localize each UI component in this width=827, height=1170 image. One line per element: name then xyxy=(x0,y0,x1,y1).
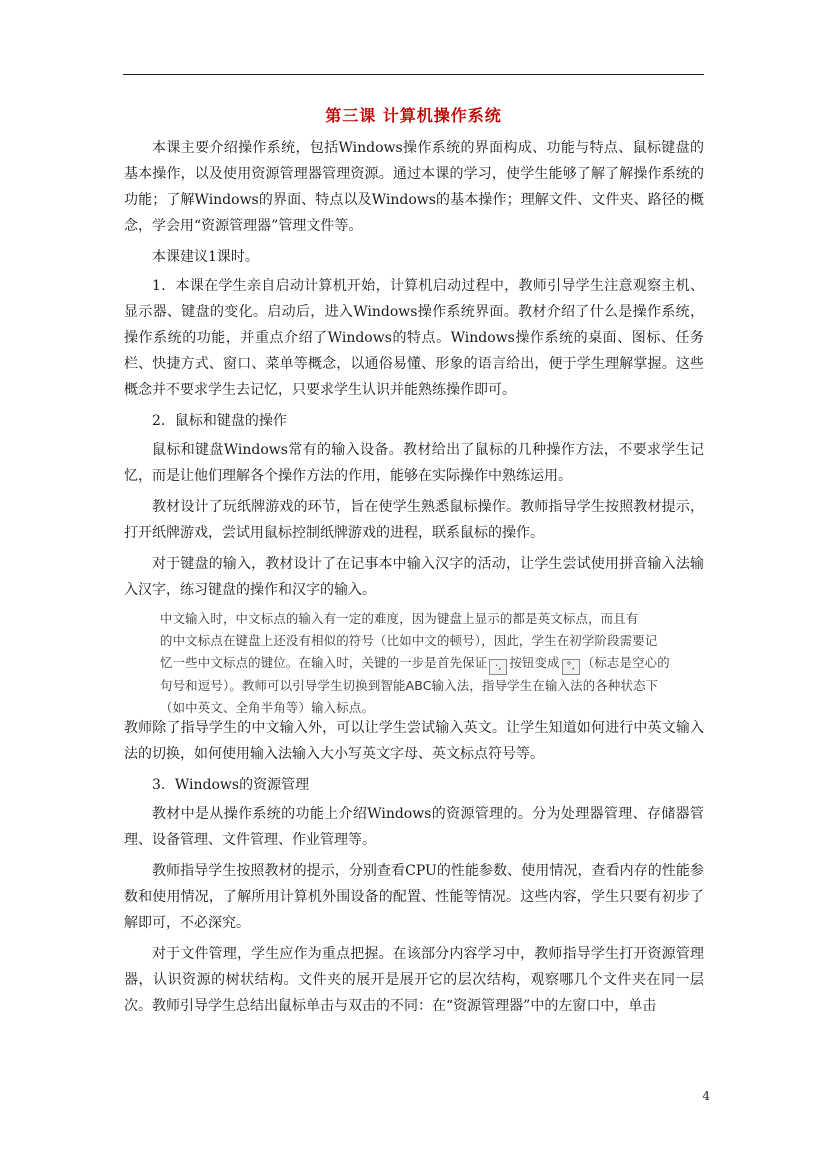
english-punctuation-icon: ·, xyxy=(489,659,507,675)
section3-paragraph-3: 对于文件管理，学生应作为重点把握。在该部分内容学习中，教师指导学生打开资源管理器，认识资源的树状结构。文件夹的展开是展开它的层次结构，观察哪几个文件夹在同一层次。教师引导学生总结出鼠标单击与双击的不同：在“资源管理器”中的左窗口中，单击 xyxy=(124,946,704,1014)
document-body xyxy=(124,135,704,1024)
intro-paragraph: 本课主要介绍操作系统，包括Windows操作系统的界面构成、功能与特点、鼠标键盘的基本操作，以及使用资源管理器管理资源。通过本课的学习，使学生能够了解了解操作系统的功能；了解Windows的界面、特点以及Windows的基本操作；理解文件、文件夹、路径的概念，学会用“资源管理器”管理文件等。 xyxy=(124,140,704,234)
section3-paragraph-1: 教材中是从操作系统的功能上介绍Windows的资源管理的。分为处理器管理、存储器管理、设备管理、文件管理、作业管理等。 xyxy=(124,806,704,848)
lesson-title: 第三课 计算机操作系统 xyxy=(325,106,502,125)
section2-heading: 2．鼠标和键盘的操作 xyxy=(152,413,287,429)
excerpt-text: （标志是空心的 xyxy=(581,655,670,670)
chinese-punctuation-icon: °, xyxy=(562,659,580,675)
section2-paragraph-3: 对于键盘的输入，教材设计了在记事本中输入汉字的活动，让学生尝试使用拼音输入法输入汉字，练习键盘的操作和汉字的输入。 xyxy=(124,556,704,598)
excerpt-text: 按钮变成 xyxy=(509,655,560,670)
excerpt-line xyxy=(160,652,698,675)
excerpt-line: 的中文标点在键盘上还没有相似的符号（比如中文的顿号），因此，学生在初学阶段需要记 xyxy=(160,633,658,648)
intro-hours: 本课建议1课时。 xyxy=(152,249,259,265)
section2-after-paragraph: 教师除了指导学生的中文输入外，可以让学生尝试输入英文。让学生知道如何进行中英文输入法的切换，如何使用输入法输入大小写英文字母、英文标点符号等。 xyxy=(124,720,704,762)
excerpt-text: 忆一些中文标点的键位。在输入时，关键的一步是首先保证 xyxy=(160,655,488,670)
excerpt-line: （如中英文、全角半角等）输入标点。 xyxy=(160,700,375,715)
excerpt-line: 句号和逗号）。教师可以引导学生切换到智能ABC输入法，指导学生在输入法的各种状态下 xyxy=(160,678,659,693)
section3-paragraph-2: 教师指导学生按照教材的提示，分别查看CPU的性能参数、使用情况，查看内存的性能参数和使用情况，了解所用计算机外围设备的配置、性能等情况。这些内容，学生只要有初步了解即可，不必深究。 xyxy=(124,863,704,931)
section2-paragraph-1: 鼠标和键盘Windows常有的输入设备。教材给出了鼠标的几种操作方法，不要求学生记忆，而是让他们理解各个操作方法的作用，能够在实际操作中熟练运用。 xyxy=(124,442,704,484)
textbook-excerpt xyxy=(124,608,704,719)
section2-paragraph-2: 教材设计了玩纸牌游戏的环节，旨在使学生熟悉鼠标操作。教师指导学生按照教材提示，打开纸牌游戏，尝试用鼠标控制纸牌游戏的进程，联系鼠标的操作。 xyxy=(124,499,704,541)
page-number: 4 xyxy=(702,1089,710,1103)
header-rule xyxy=(123,74,704,75)
section1-paragraph: 1．本课在学生亲自启动计算机开始，计算机启动过程中，教师引导学生注意观察主机、显示器、键盘的变化。启动后，进入Windows操作系统界面。教材介绍了什么是操作系统，操作系统的功能，并重点介绍了Windows的特点。Windows操作系统的桌面、图标、任务栏、快捷方式、窗口、菜单等概念，以通俗易懂、形象的语言给出，便于学生理解掌握。这些概念并不要求学生去记忆，只要求学生认识并能熟练操作即可。 xyxy=(124,278,704,398)
excerpt-line: 中文输入时，中文标点的输入有一定的难度，因为键盘上显示的都是英文标点，而且有 xyxy=(160,611,639,626)
section3-heading: 3．Windows的资源管理 xyxy=(152,777,310,793)
